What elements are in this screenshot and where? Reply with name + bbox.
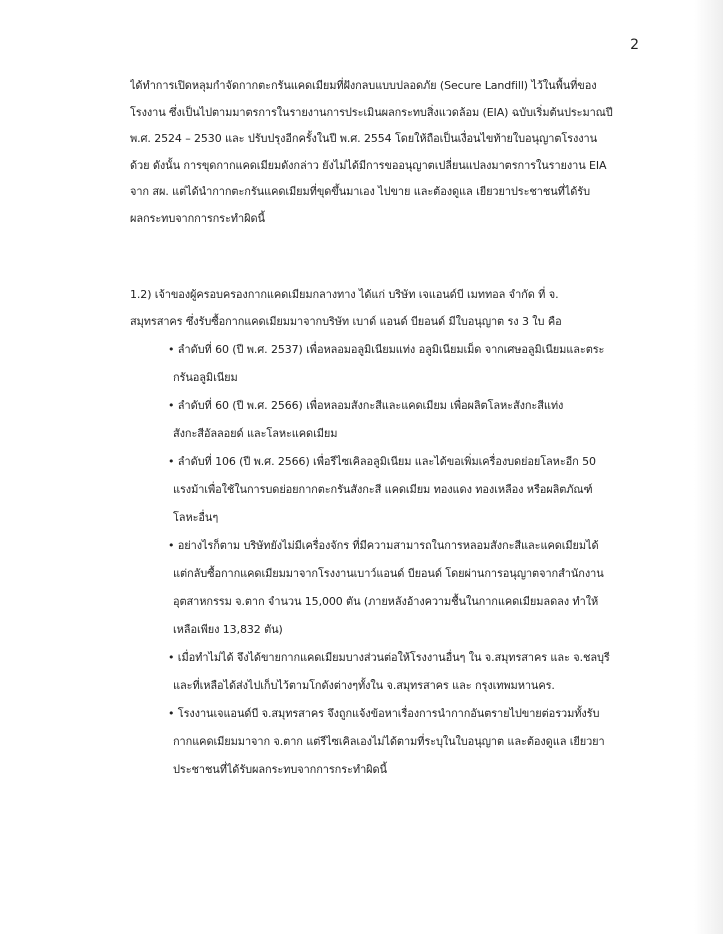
paragraph-line: ได้ทำการเปิดหลุมกำจัดกากตะกรันแคดเมียมที่ฝังกลบแบบปลอดภัย (Secure Landfill) ไว้ในพื้นที่ของ: [130, 79, 597, 92]
bullet-item: [168, 700, 648, 784]
bullet-item: [168, 392, 648, 448]
bullet-line: กากแคดเมียมมาจาก จ.ตาก แต่รีไซเคิลเองไม่ได้ตามที่ระบุในใบอนุญาต และต้องดูแล เยียวยา: [173, 735, 605, 748]
bullet-list: [168, 336, 648, 784]
paragraph-line: จาก สผ. แต่ได้นำกากตะกรันแคดเมียมที่ขุดขึ้นมาเอง ไปขาย และต้องดูแล เยียวยาประชาชนที่ได้รับ: [130, 185, 590, 198]
bullet-line: เหลือเพียง 13,832 ตัน): [173, 623, 283, 636]
paragraph-line: โรงงาน ซึ่งเป็นไปตามมาตรการในรายงานการประเมินผลกระทบสิ่งแวดล้อม (EIA) ฉบับเริ่มต้นประมาณปี: [130, 105, 613, 119]
bullet-line: ประชาชนที่ได้รับผลกระทบจากการกระทำผิดนี้: [173, 763, 387, 776]
bullet-line: • โรงงานเจแอนด์บี จ.สมุทรสาคร จึงถูกแจ้งข้อหาเรื่องการนำกากอันตรายไปขายต่อรวมทั้งรับ: [168, 707, 600, 720]
page-number: 2: [630, 37, 639, 53]
bullet-item: [168, 644, 648, 700]
bullet-line: อุตสาหกรรม จ.ตาก จำนวน 15,000 ตัน (ภายหลังอ้างความชื้นในกากแคดเมียมลดลง ทำให้: [173, 595, 599, 608]
bullet-line: สังกะสีอัลลอยด์ และโลหะแคดเมียม: [173, 427, 338, 440]
paragraph-line: พ.ศ. 2524 – 2530 และ ปรับปรุงอีกครั้งในปี พ.ศ. 2554 โดยให้ถือเป็นเงื่อนไขท้ายใบอนุญาตโรงงาน: [130, 132, 598, 145]
bullet-line: และที่เหลือได้ส่งไปเก็บไว้ตามโกดังต่างๆทั้งใน จ.สมุทรสาคร และ กรุงเทพมหานคร.: [173, 679, 555, 692]
bullet-line: แต่กลับซื้อกากแคดเมียมมาจากโรงงานเบาว์แอนด์ บียอนด์ โดยผ่านการอนุญาตจากสำนักงาน: [173, 567, 604, 580]
paragraph-line: ด้วย ดังนั้น การขุดกากแคดเมียมดังกล่าว ยังไม่ได้มีการขออนุญาตเปลี่ยนแปลงมาตรการในรายงาน EIA: [130, 158, 607, 172]
bullet-item: [168, 532, 648, 644]
section-line: 1.2) เจ้าของผู้ครอบครองกากแคดเมียมกลางทาง ได้แก่ บริษัท เจแอนด์บี เมททอล จำกัด ที่ จ.: [130, 288, 559, 301]
intro-paragraph: [130, 73, 652, 232]
bullet-line: กรันอลูมิเนียม: [173, 371, 238, 384]
section-1-2-heading: [130, 282, 652, 335]
paragraph-line: ผลกระทบจากการกระทำผิดนี้: [130, 211, 265, 225]
bullet-line: • ลำดับที่ 106 (ปี พ.ศ. 2566) เพื่อรีไซเคิลอลูมิเนียม และได้ขอเพิ่มเครื่องบดย่อยโลหะอีก 50: [168, 455, 596, 468]
bullet-item: [168, 448, 648, 532]
bullet-line: โลหะอื่นๆ: [173, 511, 219, 524]
bullet-line: • เมื่อทำไม่ได้ จึงได้ขายกากแคดเมียมบางส่วนต่อให้โรงงานอื่นๆ ใน จ.สมุทรสาคร และ จ.ชลบุรี: [168, 651, 610, 664]
bullet-item: [168, 336, 648, 392]
bullet-line: • ลำดับที่ 60 (ปี พ.ศ. 2566) เพื่อหลอมสังกะสีและแคดเมียม เพื่อผลิตโลหะสังกะสีแท่ง: [168, 399, 564, 412]
bullet-line: • อย่างไรก็ตาม บริษัทยังไม่มีเครื่องจักร ที่มีความสามารถในการหลอมสังกะสีและแคดเมียมได้: [168, 539, 599, 552]
section-line: สมุทรสาคร ซึ่งรับซื้อกากแคดเมียมมาจากบริษัท เบาด์ แอนด์ บียอนด์ มีใบอนุญาต รง 3 ใบ คือ: [130, 314, 562, 328]
bullet-line: แรงม้าเพื่อใช้ในการบดย่อยกากตะกรันสังกะสี แคดเมียม ทองแดง ทองเหลือง หรือผลิตภัณฑ์: [173, 483, 593, 496]
bullet-line: • ลำดับที่ 60 (ปี พ.ศ. 2537) เพื่อหลอมอลูมิเนียมแท่ง อลูมิเนียมเม็ด จากเศษอลูมิเนียมและตระ: [168, 343, 605, 356]
